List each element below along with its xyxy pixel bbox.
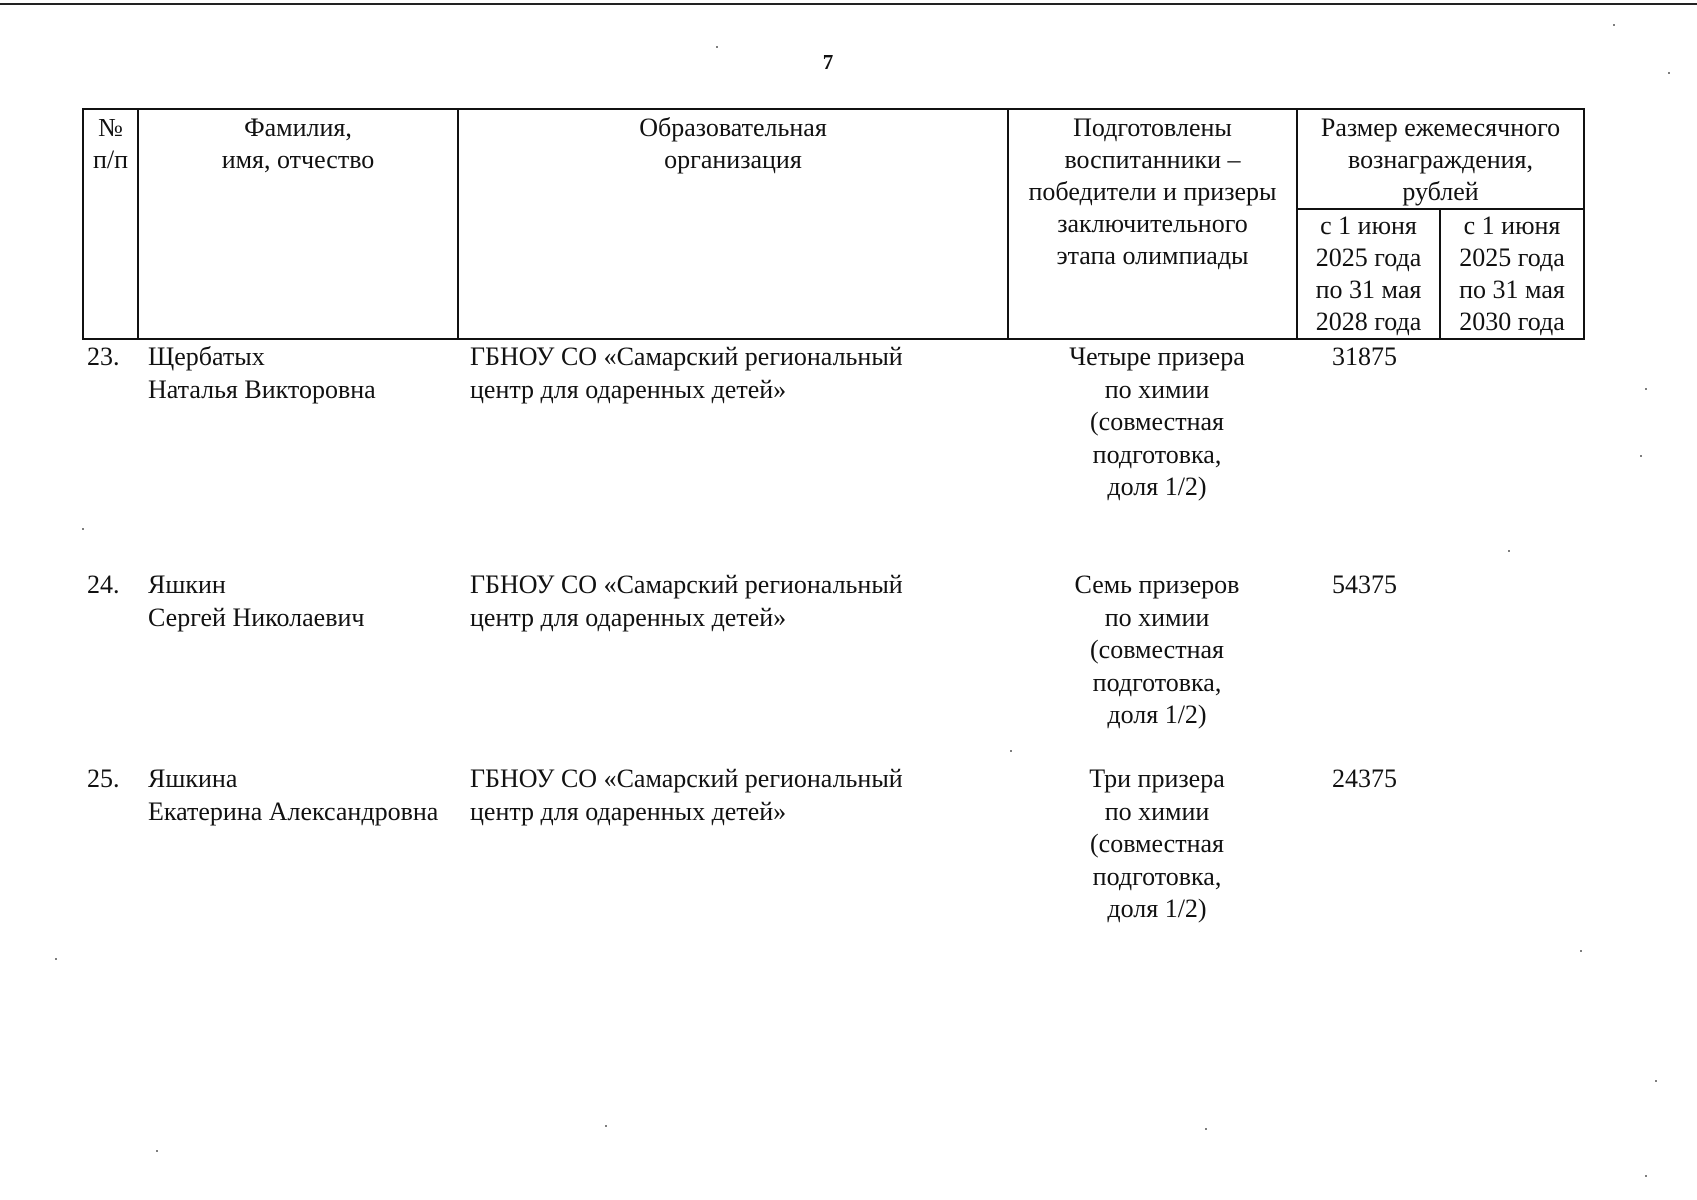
header-num: № п/п [83,109,138,339]
scan-speck [1580,950,1582,952]
scan-speck [1613,24,1615,26]
scan-speck [1645,388,1647,390]
scan-speck [1668,72,1670,74]
row-name: Яшкин Сергей Николаевич [148,570,365,632]
scan-speck [1010,750,1012,752]
scan-speck [1655,1080,1657,1082]
header-org: Образовательная организация [458,109,1008,339]
row-amount: 24375 [1332,764,1397,793]
header-results: Подготовлены воспитанники – победители и призеры заключительного этапа олимпиады [1008,109,1297,339]
row-results: Семь призеров по химии (совместная подготовка, доля 1/2) [1074,570,1240,729]
scan-speck [82,528,84,530]
row-name: Яшкина Екатерина Александровна [148,764,439,826]
header-award: Размер ежемесячного вознаграждения, рублей [1297,109,1584,209]
header-award-period-2: с 1 июня 2025 года по 31 мая 2030 года [1440,209,1584,339]
page-number: 7 [822,50,834,74]
row-organization: ГБНОУ СО «Самарский региональный центр для одаренных детей» [470,764,903,826]
header-name: Фамилия, имя, отчество [138,109,458,339]
scan-speck [605,1125,607,1127]
scan-speck [1508,550,1510,552]
row-amount: 54375 [1332,570,1397,599]
row-name: Щербатых Наталья Викторовна [148,342,376,404]
table-header [82,108,1585,340]
row-number: 24. [87,570,120,599]
row-results: Четыре призера по химии (совместная подготовка, доля 1/2) [1069,342,1245,501]
scan-speck [55,958,57,960]
scan-speck [1645,1175,1647,1177]
header-award-period-1: с 1 июня 2025 года по 31 мая 2028 года [1297,209,1440,339]
scan-speck [1205,1128,1207,1130]
row-amount: 31875 [1332,342,1397,371]
scan-speck [716,46,718,48]
row-number: 23. [87,342,120,371]
top-rule [0,3,1697,5]
row-organization: ГБНОУ СО «Самарский региональный центр для одаренных детей» [470,570,903,632]
scan-speck [1640,455,1642,457]
row-organization: ГБНОУ СО «Самарский региональный центр для одаренных детей» [470,342,903,404]
row-results: Три призера по химии (совместная подготовка, доля 1/2) [1089,764,1225,923]
scan-speck [156,1150,158,1152]
row-number: 25. [87,764,120,793]
